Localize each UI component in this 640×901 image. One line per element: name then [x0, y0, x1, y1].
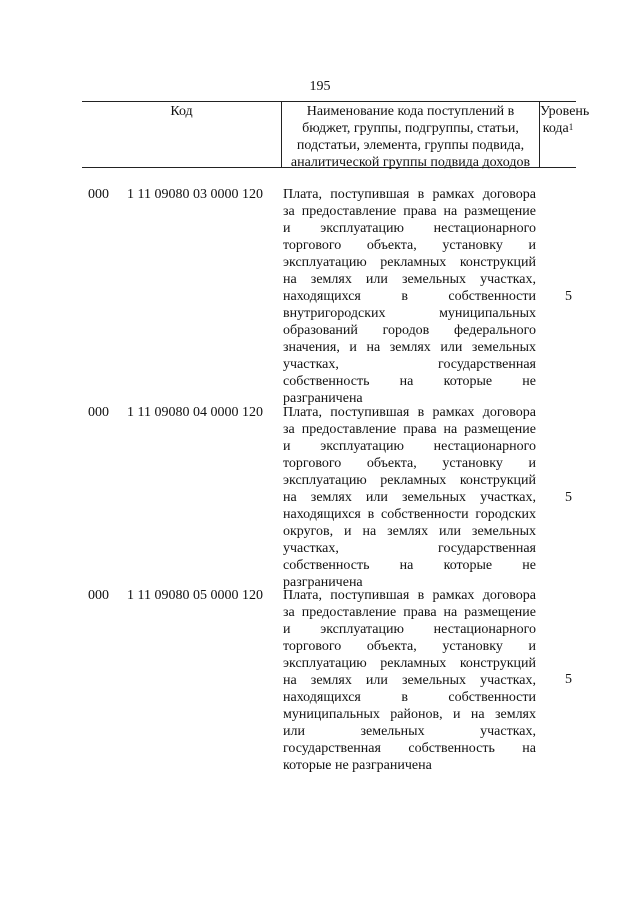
header-name-line: Наименование кода поступлений в [306, 104, 515, 119]
description-line: торгового объекта, установку и [283, 639, 536, 654]
description-line: участках, государственная [283, 541, 536, 556]
row-level: 5 [565, 672, 572, 687]
description-line: и эксплуатацию нестационарного [283, 622, 536, 637]
header-code: Код [170, 104, 193, 119]
header-level-line: Уровень [540, 104, 590, 119]
description-line: разграничена [283, 391, 363, 406]
header-level-label: кода [542, 121, 569, 136]
description-line: муниципальных районов, и на землях [283, 707, 536, 722]
description-line: находящихся в собственности [283, 690, 536, 705]
page-number: 195 [309, 79, 331, 94]
header-name-line: аналитической группы подвида доходов [290, 155, 531, 170]
row-level: 5 [565, 490, 572, 505]
header-level-line [540, 120, 576, 137]
row-description [283, 186, 536, 407]
description-line: эксплуатацию рекламных конструкций [283, 473, 536, 488]
row-code: 1 11 09080 04 0000 120 [127, 405, 263, 420]
description-line: за предоставление права на размещение [283, 605, 536, 620]
description-line: эксплуатацию рекламных конструкций [283, 656, 536, 671]
description-line: за предоставление права на размещение [283, 204, 536, 219]
description-line: внутригородских муниципальных [283, 306, 536, 321]
description-line: и эксплуатацию нестационарного [283, 439, 536, 454]
description-line: и эксплуатацию нестационарного [283, 221, 536, 236]
description-line: участках, государственная [283, 357, 536, 372]
description-line: округов, и на землях или земельных [283, 524, 536, 539]
description-line: на землях или земельных участках, [283, 490, 536, 505]
row-description [283, 587, 536, 774]
description-line: на землях или земельных участках, [283, 673, 536, 688]
description-line: торгового объекта, установку и [283, 456, 536, 471]
description-line: находящихся в собственности [283, 289, 536, 304]
header-level [540, 103, 590, 137]
footnote-marker: 1 [568, 122, 574, 132]
description-line: значения, и на землях или земельных [283, 340, 536, 355]
description-line: государственная собственность на [283, 741, 536, 756]
row-level: 5 [565, 289, 572, 304]
description-line: Плата, поступившая в рамках договора [283, 405, 536, 420]
header-name-line: подстатьи, элемента, группы подвида, [296, 138, 525, 153]
row-prefix: 000 [88, 405, 109, 420]
header-name-line: бюджет, группы, подгруппы, статьи, [302, 121, 519, 136]
row-code: 1 11 09080 03 0000 120 [127, 187, 263, 202]
description-line: или земельных участках, [283, 724, 536, 739]
description-line: собственность на которые не [283, 558, 536, 573]
description-line: которые не разграничена [283, 758, 432, 773]
description-line: торгового объекта, установку и [283, 238, 536, 253]
row-description [283, 404, 536, 591]
description-line: собственность на которые не [283, 374, 536, 389]
row-prefix: 000 [88, 588, 109, 603]
description-line: разграничена [283, 575, 363, 590]
description-line: находящихся в собственности городских [283, 507, 536, 522]
description-line: Плата, поступившая в рамках договора [283, 588, 536, 603]
description-line: за предоставление права на размещение [283, 422, 536, 437]
table-header [82, 101, 590, 170]
row-prefix: 000 [88, 187, 109, 202]
description-line: образований городов федерального [283, 323, 536, 338]
row-code: 1 11 09080 05 0000 120 [127, 588, 263, 603]
header-name [282, 103, 539, 171]
description-line: на землях или земельных участках, [283, 272, 536, 287]
description-line: Плата, поступившая в рамках договора [283, 187, 536, 202]
description-line: эксплуатацию рекламных конструкций [283, 255, 536, 270]
